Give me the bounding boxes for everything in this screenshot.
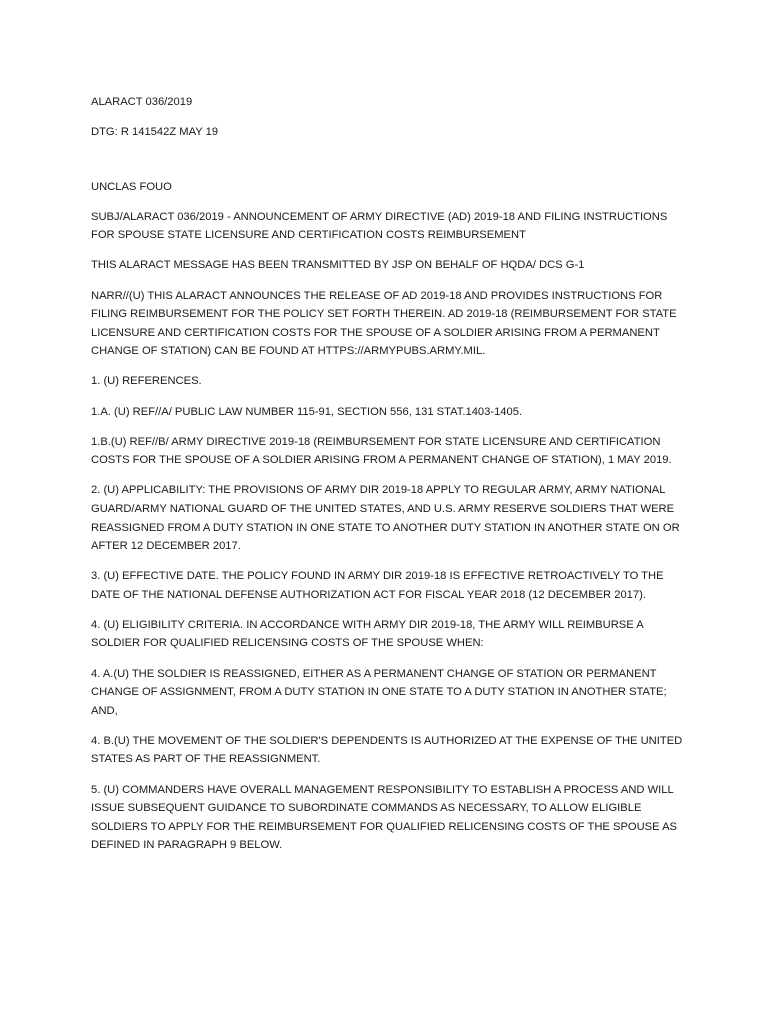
paragraph-effective-date: 3. (U) EFFECTIVE DATE. THE POLICY FOUND IN ARMY DIR 2019-18 IS EFFECTIVE RETROACTIVELY TO THE DATE OF THE NATIONAL DEFENSE AUTHORIZATION ACT FOR FISCAL YEAR 2018 (12 DECEMBER 2017). (91, 570, 664, 601)
paragraph-references: 1. (U) REFERENCES. (91, 375, 202, 388)
message-body (91, 93, 691, 866)
paragraph-commanders: 5. (U) COMMANDERS HAVE OVERALL MANAGEMENT RESPONSIBILITY TO ESTABLISH A PROCESS AND WILL ISSUE SUBSEQUENT GUIDANCE TO SUBORDINATE COMMANDS AS NECESSARY, TO ALLOW ELIGIBLE SOLDIERS TO APPLY FOR THE REIMBURSEMENT FOR QUALIFIED RELICENSING COSTS OF THE SPOUSE AS DEFINED IN PARAGRAPH 9 BELOW. (91, 783, 678, 852)
alaract-number: ALARACT 036/2019 (91, 96, 193, 108)
subject-line: SUBJ/ALARACT 036/2019 - ANNOUNCEMENT OF ARMY DIRECTIVE (AD) 2019-18 AND FILING INSTRUCTIONS FOR SPOUSE STATE LICENSURE AND CERTIFICATION COSTS REIMBURSEMENT (91, 210, 668, 242)
classification-marking: UNCLAS FOUO (91, 180, 172, 193)
paragraph-eligibility-a: 4. A.(U) THE SOLDIER IS REASSIGNED, EITHER AS A PERMANENT CHANGE OF STATION OR PERMANENT CHANGE OF ASSIGNMENT, FROM A DUTY STATION IN ONE STATE TO A DUTY STATION IN ANOTHER STATE; AND, (91, 667, 667, 717)
transmittal-line: THIS ALARACT MESSAGE HAS BEEN TRANSMITTED BY JSP ON BEHALF OF HQDA/ DCS G-1 (91, 259, 585, 272)
dtg-line: DTG: R 141542Z MAY 19 (91, 126, 219, 139)
paragraph-eligibility-b: 4. B.(U) THE MOVEMENT OF THE SOLDIER'S DEPENDENTS IS AUTHORIZED AT THE EXPENSE OF THE UNITED STATES AS PART OF THE REASSIGNMENT. (91, 734, 683, 766)
paragraph-reference-b: 1.B.(U) REF//B/ ARMY DIRECTIVE 2019-18 (REIMBURSEMENT FOR STATE LICENSURE AND CERTIFICATION COSTS FOR THE SPOUSE OF A SOLDIER ARISING FROM A PERMANENT CHANGE OF STATION), 1 MAY 2019. (91, 435, 672, 467)
narrative-paragraph: NARR//(U) THIS ALARACT ANNOUNCES THE RELEASE OF AD 2019-18 AND PROVIDES INSTRUCTIONS FOR FILING REIMBURSEMENT FOR THE POLICY SET FORTH THEREIN. AD 2019-18 (REIMBURSEMENT FOR STATE LICENSURE AND CERTIFICATION COSTS FOR THE SPOUSE OF A SOLDIER ARISING FROM A PERMANENT CHANGE OF STATION) CAN BE FOUND AT HTTPS://ARMYPUBS.ARMY.MIL. (91, 289, 677, 358)
paragraph-eligibility-criteria: 4. (U) ELIGIBILITY CRITERIA. IN ACCORDANCE WITH ARMY DIR 2019-18, THE ARMY WILL REIMBURSE A SOLDIER FOR QUALIFIED RELICENSING COSTS OF THE SPOUSE WHEN: (91, 618, 644, 650)
paragraph-reference-a: 1.A. (U) REF//A/ PUBLIC LAW NUMBER 115-91, SECTION 556, 131 STAT.1403-1405. (91, 405, 523, 418)
paragraph-applicability: 2. (U) APPLICABILITY: THE PROVISIONS OF ARMY DIR 2019-18 APPLY TO REGULAR ARMY, ARMY NATIONAL GUARD/ARMY NATIONAL GUARD OF THE UNITED STATES, AND U.S. ARMY RESERVE SOLDIERS THAT WERE REASSIGNED FROM A DUTY STATION IN ONE STATE TO ANOTHER DUTY STATION IN ANOTHER STATE ON OR AFTER 12 DECEMBER 2017. (91, 484, 680, 553)
